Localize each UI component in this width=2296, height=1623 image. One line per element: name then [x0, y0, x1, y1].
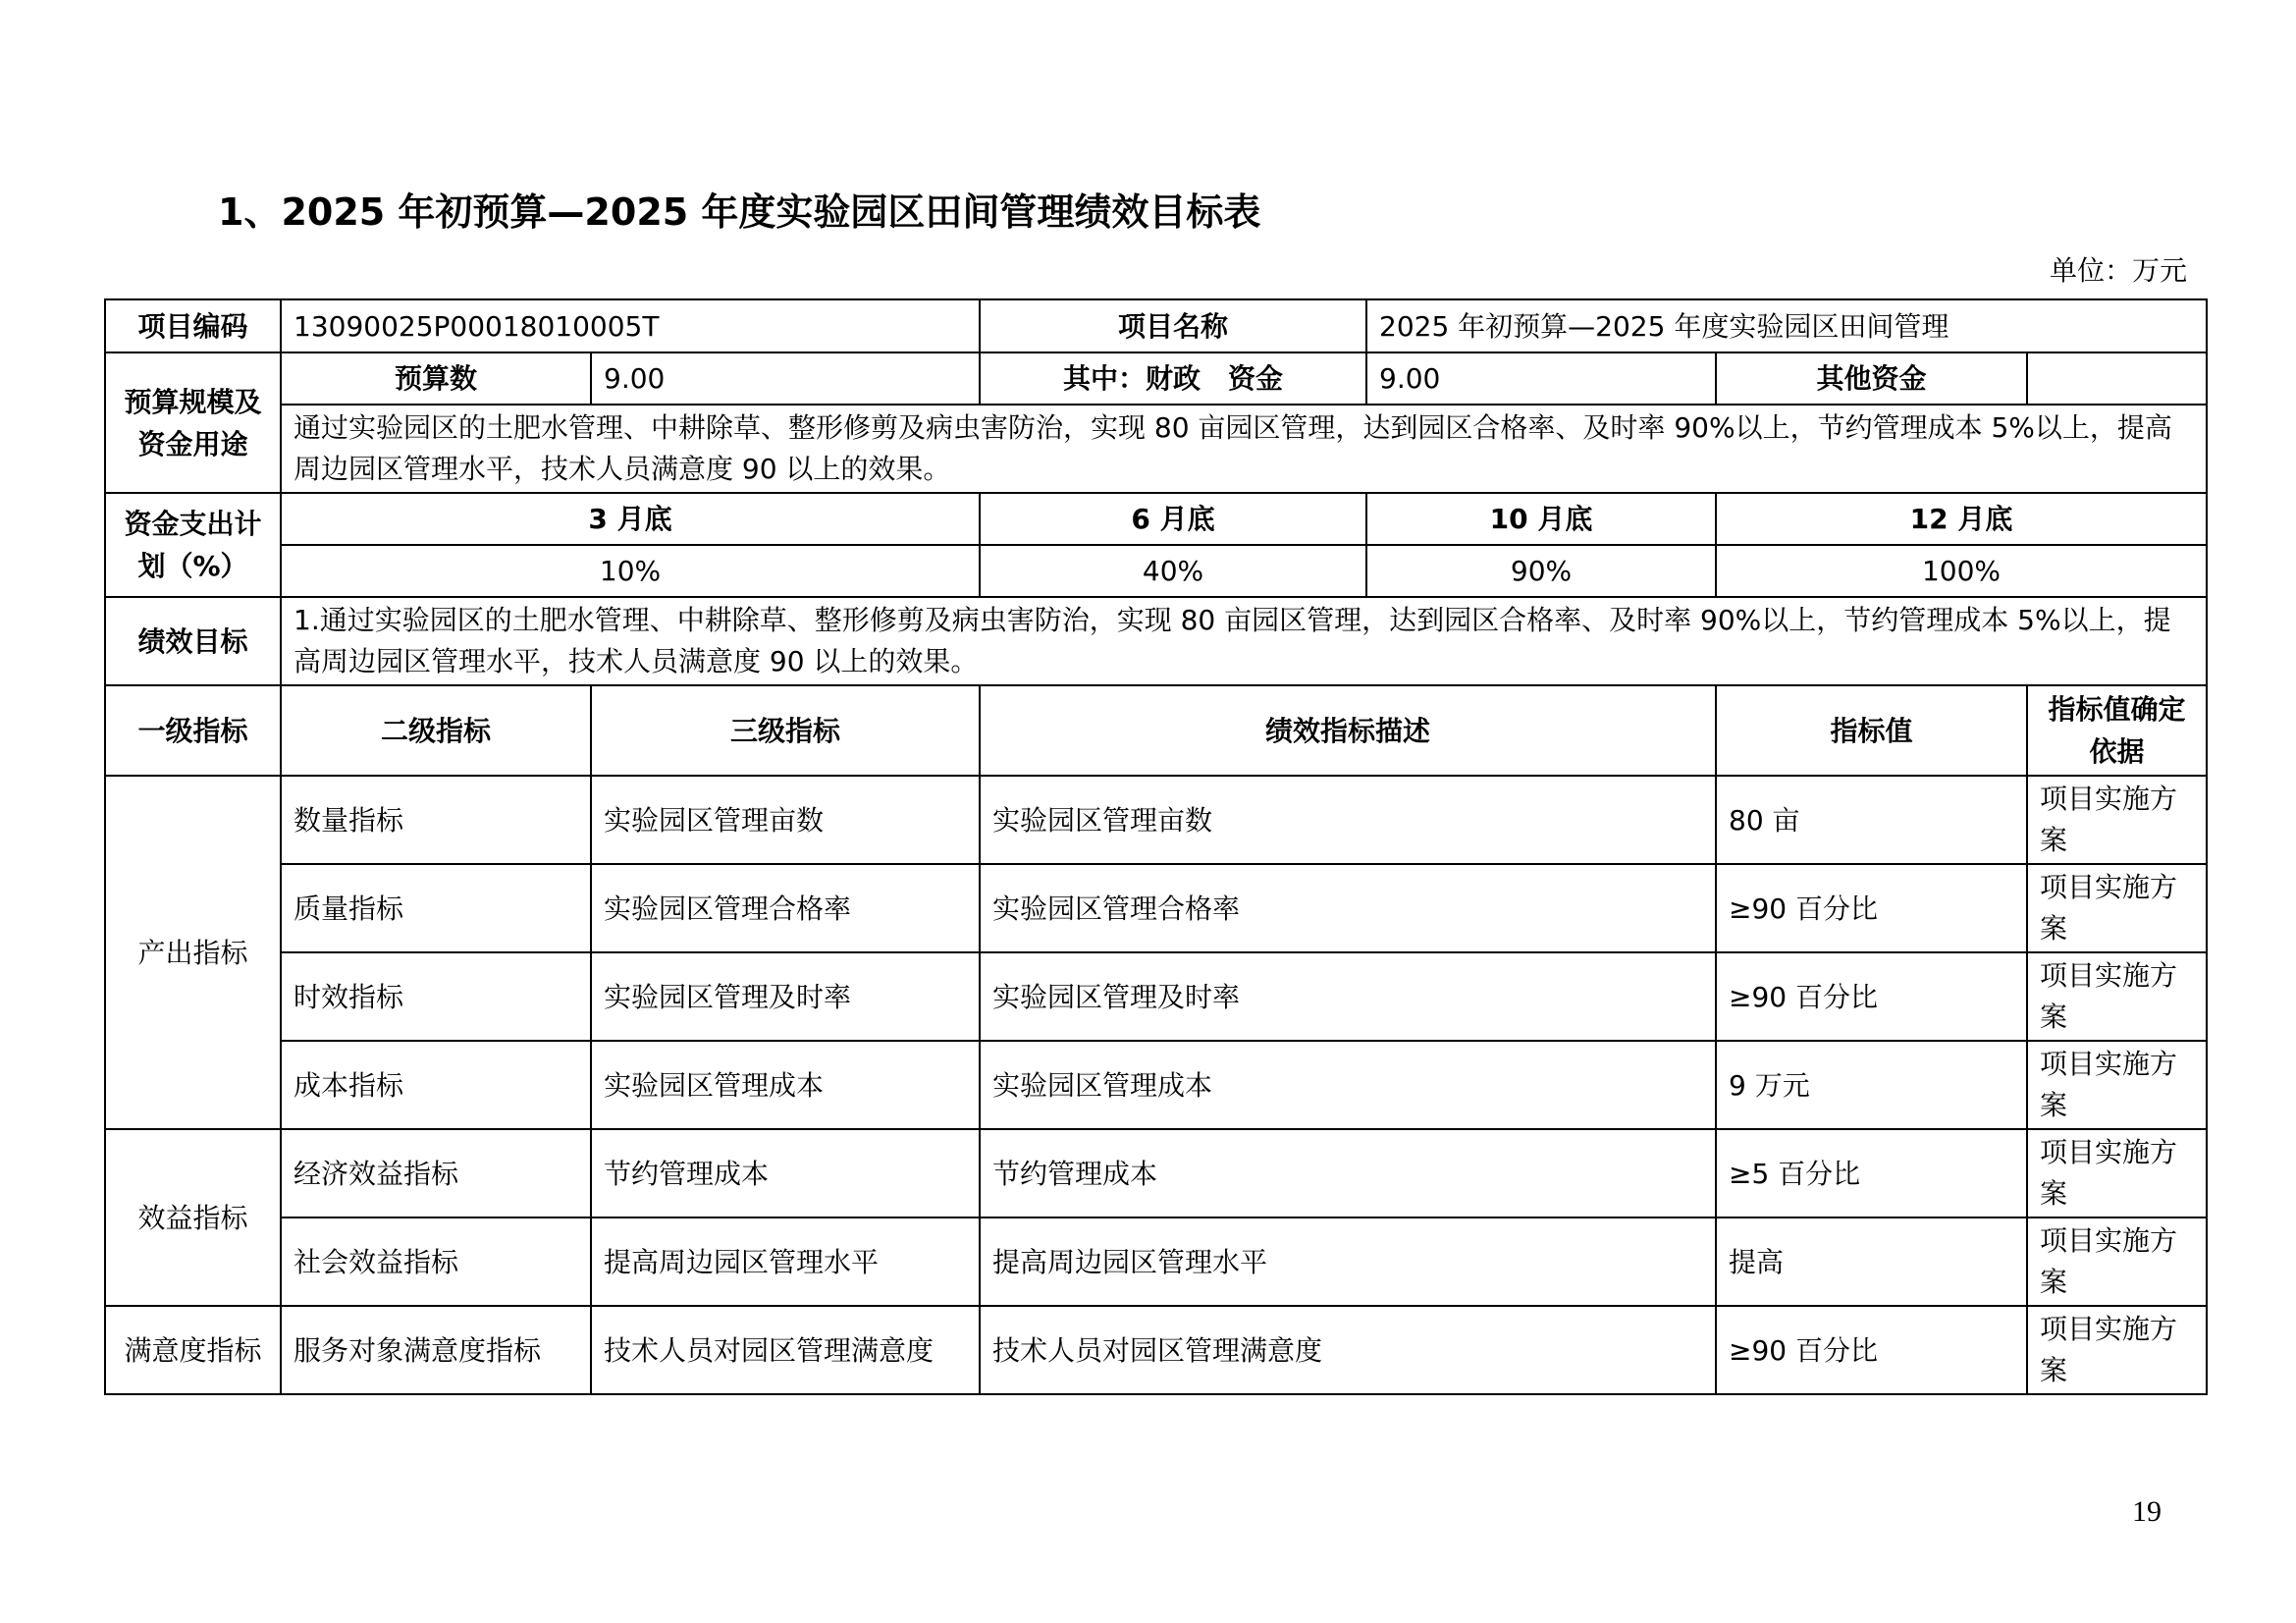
table-row — [105, 1129, 2207, 1217]
table-row — [105, 1217, 2207, 1306]
level3-indicator: 实验园区管理亩数 — [591, 776, 980, 864]
unit-label: 单位：万元 — [2049, 254, 2187, 287]
indicator-description: 实验园区管理亩数 — [980, 776, 1716, 864]
performance-target-table — [104, 298, 2208, 1395]
goal-label: 绩效目标 — [105, 597, 281, 685]
project-name-label: 项目名称 — [980, 299, 1366, 352]
indicator-value: ≥90 百分比 — [1716, 952, 2027, 1041]
indicator-basis: 项目实施方案 — [2027, 1306, 2207, 1394]
level2-indicator: 经济效益指标 — [281, 1129, 591, 1217]
level2-indicator: 服务对象满意度指标 — [281, 1306, 591, 1394]
level2-indicator: 质量指标 — [281, 864, 591, 952]
goal-row — [105, 597, 2207, 685]
header-level1: 一级指标 — [105, 685, 281, 776]
indicator-value: ≥90 百分比 — [1716, 1306, 2027, 1394]
level1-indicator: 满意度指标 — [105, 1306, 281, 1394]
table-row — [105, 1041, 2207, 1129]
goal-text: 1.通过实验园区的土肥水管理、中耕除草、整形修剪及病虫害防治，实现 80 亩园区管理，达到园区合格率、及时率 90%以上，节约管理成本 5%以上，提高周边园区管理水平，技术人员满意度 90 以上的效果。 — [281, 597, 2207, 685]
spending-plan-label: 资金支出计划（%） — [105, 493, 281, 597]
indicator-basis: 项目实施方案 — [2027, 1041, 2207, 1129]
project-code-value: 13090025P00018010005T — [281, 299, 980, 352]
indicator-basis: 项目实施方案 — [2027, 1217, 2207, 1306]
finance-fund-value: 9.00 — [1366, 352, 1716, 405]
indicator-description: 节约管理成本 — [980, 1129, 1716, 1217]
level3-indicator: 实验园区管理成本 — [591, 1041, 980, 1129]
indicator-value: 80 亩 — [1716, 776, 2027, 864]
level3-indicator: 实验园区管理及时率 — [591, 952, 980, 1041]
spending-period-1-label: 3 月底 — [281, 493, 980, 545]
budget-section-label: 预算规模及资金用途 — [105, 352, 281, 493]
project-row — [105, 299, 2207, 352]
level1-indicator: 产出指标 — [105, 776, 281, 1129]
header-description: 绩效指标描述 — [980, 685, 1716, 776]
budget-amount-label: 预算数 — [281, 352, 591, 405]
spending-period-3-label: 10 月底 — [1366, 493, 1716, 545]
level2-indicator: 社会效益指标 — [281, 1217, 591, 1306]
header-basis: 指标值确定依据 — [2027, 685, 2207, 776]
spending-period-4-value: 100% — [1716, 545, 2207, 597]
table-row — [105, 1306, 2207, 1394]
table-row — [105, 864, 2207, 952]
spending-period-1-value: 10% — [281, 545, 980, 597]
indicator-description: 实验园区管理成本 — [980, 1041, 1716, 1129]
fund-usage-text: 通过实验园区的土肥水管理、中耕除草、整形修剪及病虫害防治，实现 80 亩园区管理，达到园区合格率、及时率 90%以上，节约管理成本 5%以上，提高周边园区管理水平，技术人员满意度 90 以上的效果。 — [281, 405, 2207, 493]
budget-amount-value: 9.00 — [591, 352, 980, 405]
indicator-header-row — [105, 685, 2207, 776]
header-level3: 三级指标 — [591, 685, 980, 776]
header-value: 指标值 — [1716, 685, 2027, 776]
indicator-basis: 项目实施方案 — [2027, 952, 2207, 1041]
indicator-value: 9 万元 — [1716, 1041, 2027, 1129]
page-number: 19 — [2132, 1495, 2162, 1528]
level1-indicator: 效益指标 — [105, 1129, 281, 1306]
level3-indicator: 节约管理成本 — [591, 1129, 980, 1217]
level3-indicator: 技术人员对园区管理满意度 — [591, 1306, 980, 1394]
finance-fund-label: 其中：财政 资金 — [980, 352, 1366, 405]
indicator-description: 实验园区管理合格率 — [980, 864, 1716, 952]
fund-usage-row — [105, 405, 2207, 493]
other-fund-label: 其他资金 — [1716, 352, 2027, 405]
header-level2: 二级指标 — [281, 685, 591, 776]
indicator-value: ≥90 百分比 — [1716, 864, 2027, 952]
spending-plan-period-row — [105, 493, 2207, 545]
table-row — [105, 952, 2207, 1041]
indicator-description: 技术人员对园区管理满意度 — [980, 1306, 1716, 1394]
project-code-label: 项目编码 — [105, 299, 281, 352]
spending-plan-value-row — [105, 545, 2207, 597]
spending-period-4-label: 12 月底 — [1716, 493, 2207, 545]
level2-indicator: 时效指标 — [281, 952, 591, 1041]
indicator-description: 实验园区管理及时率 — [980, 952, 1716, 1041]
budget-row — [105, 352, 2207, 405]
indicator-basis: 项目实施方案 — [2027, 1129, 2207, 1217]
spending-period-2-value: 40% — [980, 545, 1366, 597]
project-name-value: 2025 年初预算—2025 年度实验园区田间管理 — [1366, 299, 2207, 352]
level2-indicator: 数量指标 — [281, 776, 591, 864]
spending-period-2-label: 6 月底 — [980, 493, 1366, 545]
level3-indicator: 实验园区管理合格率 — [591, 864, 980, 952]
level2-indicator: 成本指标 — [281, 1041, 591, 1129]
indicator-value: 提高 — [1716, 1217, 2027, 1306]
page-title: 1、2025 年初预算—2025 年度实验园区田间管理绩效目标表 — [218, 190, 1261, 234]
indicator-value: ≥5 百分比 — [1716, 1129, 2027, 1217]
indicator-basis: 项目实施方案 — [2027, 776, 2207, 864]
level3-indicator: 提高周边园区管理水平 — [591, 1217, 980, 1306]
other-fund-value — [2027, 352, 2207, 405]
table-row — [105, 776, 2207, 864]
indicator-basis: 项目实施方案 — [2027, 864, 2207, 952]
indicator-description: 提高周边园区管理水平 — [980, 1217, 1716, 1306]
spending-period-3-value: 90% — [1366, 545, 1716, 597]
